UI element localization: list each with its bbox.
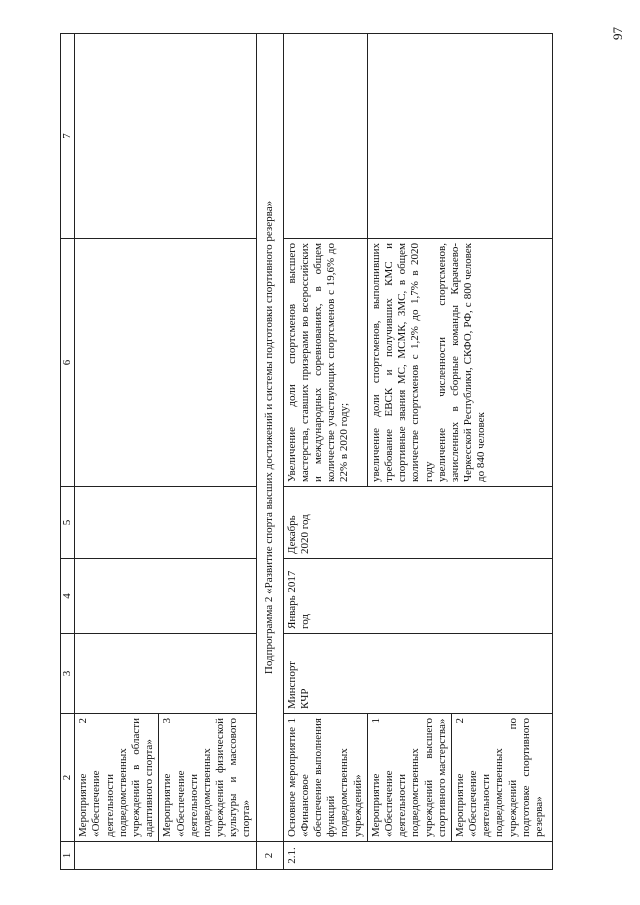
subprogram-number: 2 bbox=[256, 842, 283, 870]
main-event-number: 2.1. bbox=[283, 842, 552, 870]
sub-event-result: увеличение доли спортсменов, выполнивших требование ЕВСК и получивших КМС и спортивные звания МС, МСМК, ЗМС, в общем количестве спортсменов с 1,2% до 1,7% в 2020 году bbox=[369, 243, 435, 482]
main-event-end: Декабрь 2020 год bbox=[283, 487, 552, 559]
sub-event-results bbox=[367, 239, 552, 487]
row-number-cell bbox=[75, 842, 256, 870]
header-col-6: 6 bbox=[61, 239, 75, 487]
header-col-5: 5 bbox=[61, 487, 75, 559]
sub-event-result: увеличение численности спортсменов, зачисленных в сборные команды Карачаево-Черкесской Республики, СКФО, РФ, с 800 человек до 840 человек bbox=[435, 243, 488, 482]
end-cell bbox=[75, 487, 256, 559]
header-col-2: 2 bbox=[61, 714, 75, 842]
main-event-executor: Минспорт КЧР bbox=[283, 634, 552, 714]
sub-event-name: Мероприятие 1 «Обеспечение деятельности подведомственных учреждений высшего спортивного мастерства» bbox=[367, 714, 451, 842]
table-row bbox=[367, 34, 451, 870]
notes-cell bbox=[283, 34, 367, 239]
header-col-7: 7 bbox=[61, 34, 75, 239]
event-name-cell: Мероприятие 3 «Обеспечение деятельности подведомственных учреждений физической культуры и массового спорта» bbox=[159, 714, 256, 842]
subprogram-row bbox=[256, 34, 283, 870]
result-cell bbox=[75, 239, 256, 487]
rotated-table-sheet bbox=[60, 34, 590, 870]
sub-event-name: Мероприятие 2 «Обеспечение деятельности подведомственных учреждений по подготовке спортивного резерва» bbox=[451, 714, 552, 842]
header-col-3: 3 bbox=[61, 634, 75, 714]
main-event-name: Основное мероприятие 1 «Финансовое обеспечение выполнения функций подведомственных учреждений» bbox=[283, 714, 367, 842]
subprogram-title: Подпрограмма 2 «Развитие спорта высших достижений и системы подготовки спортивного резерва» bbox=[256, 34, 283, 842]
header-col-4: 4 bbox=[61, 559, 75, 634]
header-row bbox=[61, 34, 75, 870]
notes-cell bbox=[75, 34, 256, 239]
page-number: 97 bbox=[610, 27, 625, 40]
notes-cell bbox=[367, 34, 552, 239]
start-cell bbox=[75, 559, 256, 634]
table-row bbox=[283, 34, 367, 870]
program-table bbox=[60, 33, 553, 870]
executor-cell bbox=[75, 634, 256, 714]
event-name-cell: Мероприятие 2 «Обеспечение деятельности подведомственных учреждений в области адаптивного спорта» bbox=[75, 714, 159, 842]
header-col-1: 1 bbox=[61, 842, 75, 870]
table-row bbox=[75, 34, 159, 870]
main-event-start: Январь 2017 год bbox=[283, 559, 552, 634]
main-event-result: Увеличение доли спортсменов высшего мастерства, ставших призерами во всероссийских и международных соревнованиях, в общем количестве участвующих спортсменов с 19,6% до 22% в 2020 году; bbox=[283, 239, 367, 487]
